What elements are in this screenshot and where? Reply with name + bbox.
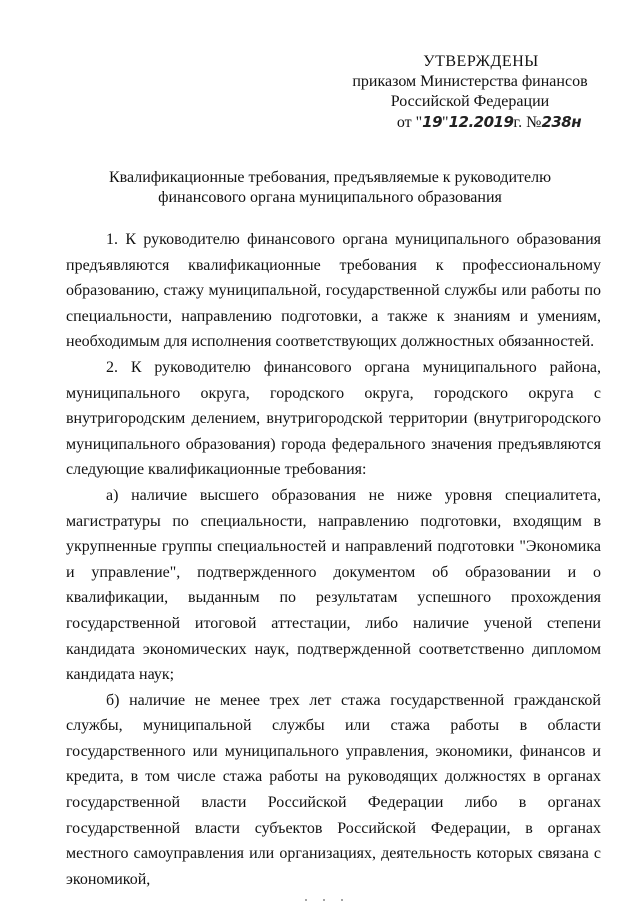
date-suffix: г. №	[513, 114, 542, 131]
approval-issuer: приказом Министерства финансов	[352, 73, 588, 90]
date-separator: "	[442, 114, 449, 131]
paragraph-2: 2. К руководителю финансового органа муниципального района, муниципального округа, городского округа, городского округа с внутригородским делением, внутригородской территории (внутригородского муниципального образования) города федерального значения предъявляются следующие квалификационные требования:	[66, 358, 601, 479]
heading-line-1: Квалификационные требования, предъявляемые к руководителю	[108, 169, 552, 186]
approval-date-line	[340, 112, 600, 133]
paragraph-1: 1. К руководителю финансового органа муниципального образования предъявляются квалификационные требования к профессиональному образованию, стажу муниципальной, государственной службы или работы по специальности, направлению подготовки, а также к знаниям и умениям, необходимым для исполнения соответствующих должностных обязанностей.	[66, 231, 601, 351]
date-day: 19	[422, 113, 443, 131]
approval-title: УТВЕРЖДЕНЫ	[423, 53, 539, 70]
approval-block	[340, 52, 600, 133]
paragraph-2b: б) наличие не менее трех лет стажа государственной гражданской службы, муниципальной службы или стажа работы в области государственного или муниципального управления, экономики, финансов и кредита, в том числе стажа работы на руководящих должностях в органах государственной власти Российской Федерации либо в органах государственной власти субъектов Российской Федерации, в органах местного самоуправления или организациях, деятельность которых связана с экономикой,	[66, 691, 601, 888]
document-heading	[80, 168, 580, 208]
paragraph-2a: а) наличие высшего образования не ниже уровня специалитета, магистратуры по специальности, направлению подготовки, входящим в укрупненные группы специальностей и направлений подготовки "Экономика и управление", подтвержденного документом об образовании и о квалификации, выданным по результатам успешного прохождения государственной итоговой аттестации, либо наличие ученой степени кандидата экономических наук, подтвержденной соответственно дипломом кандидата наук;	[66, 486, 601, 684]
order-number: 238н	[541, 113, 582, 131]
date-prefix: от "	[396, 114, 423, 131]
scan-artifact-dots	[300, 898, 360, 902]
approval-issuer-country: Российской Федерации	[390, 93, 550, 110]
date-month-year: 12.2019	[448, 113, 514, 131]
heading-line-2: финансового органа муниципального образования	[158, 189, 502, 206]
document-body	[66, 227, 601, 892]
